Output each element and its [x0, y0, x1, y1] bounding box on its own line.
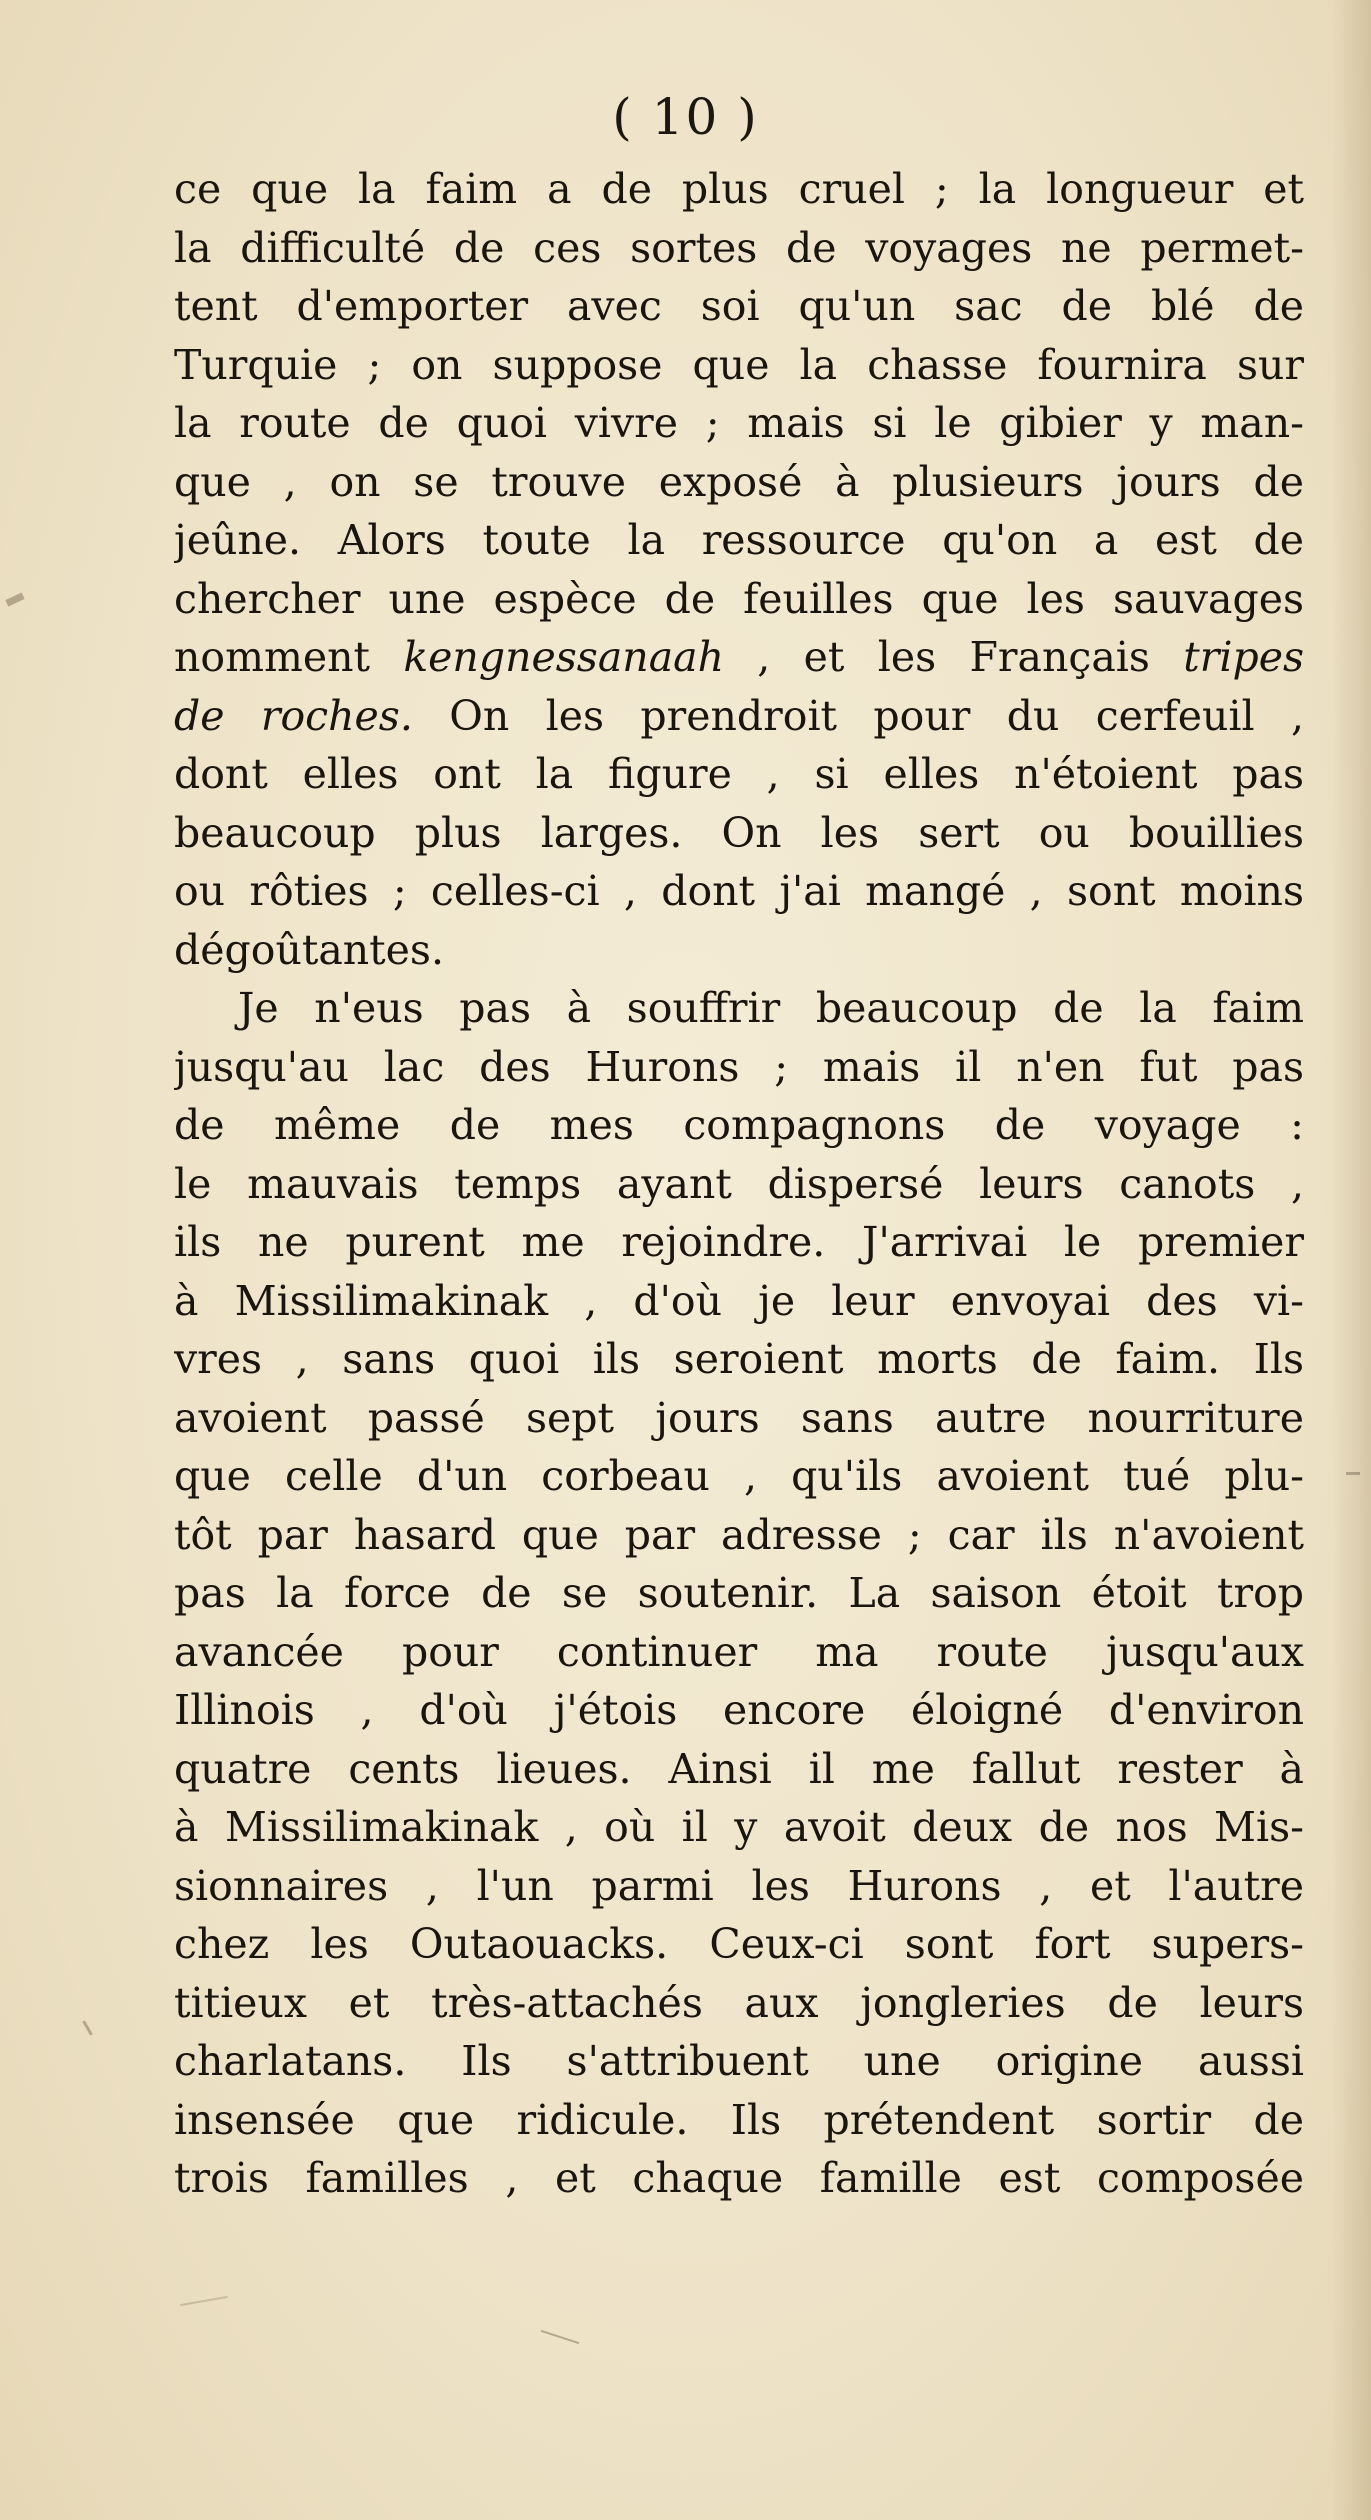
ink-speck — [541, 2330, 580, 2344]
text-line: à Missilimakinak , où il y avoit deux de nos Mis- — [174, 1803, 1304, 1851]
text-line: dont elles ont la figure , si elles n'étoient pas — [174, 750, 1304, 798]
text-line: que celle d'un corbeau , qu'ils avoient tué plu- — [174, 1452, 1304, 1500]
text-line: tent d'emporter avec soi qu'un sac de blé de — [174, 282, 1304, 330]
text-line: charlatans. Ils s'attribuent une origine aussi — [174, 2037, 1304, 2085]
text-line: chez les Outaouacks. Ceux-ci sont fort supers- — [174, 1920, 1304, 1968]
text-line: nomment kengnessanaah , et les Français tripes — [174, 633, 1304, 681]
text-line: à Missilimakinak , d'où je leur envoyai des vi- — [174, 1276, 1304, 1325]
text-line: sionnaires , l'un parmi les Hurons , et l'autre — [174, 1861, 1304, 1910]
text-line: dégoûtantes. — [174, 925, 444, 974]
text-line: quatre cents lieues. Ainsi il me fallut rester à — [174, 1744, 1304, 1793]
text-line: ils ne purent me rejoindre. J'arrivai le premier — [174, 1218, 1304, 1266]
italic-term: kengnessanaah — [403, 633, 724, 681]
italic-term: tripes — [1183, 633, 1304, 681]
text-line: ce que la faim a de plus cruel ; la longueur et — [174, 165, 1304, 213]
text-line: de même de mes compagnons de voyage : — [174, 1101, 1304, 1149]
ink-speck — [5, 593, 24, 607]
text-line: pas la force de se soutenir. La saison étoit trop — [174, 1569, 1304, 1617]
text-line: titieux et très-attachés aux jongleries de leurs — [174, 1978, 1304, 2027]
text-line: Je n'eus pas à souffrir beaucoup de la faim — [238, 984, 1304, 1032]
text-line: vres , sans quoi ils seroient morts de faim. Ils — [174, 1335, 1304, 1383]
text-line: avancée pour continuer ma route jusqu'aux — [174, 1627, 1304, 1676]
page-edge-shadow — [1331, 0, 1371, 2520]
text-line: insensée que ridicule. Ils prétendent sortir de — [174, 2095, 1304, 2144]
text-line: Illinois , d'où j'étois encore éloigné d'environ — [174, 1686, 1304, 1734]
text-line: que , on se trouve exposé à plusieurs jours de — [174, 457, 1304, 506]
text-line: tôt par hasard que par adresse ; car ils n'avoient — [174, 1510, 1304, 1559]
italic-term: de roches. — [174, 691, 413, 740]
text-line: chercher une espèce de feuilles que les sauvages — [174, 574, 1304, 623]
text-line: le mauvais temps ayant dispersé leurs canots , — [174, 1159, 1304, 1208]
ink-speck — [180, 2296, 228, 2306]
text-line: Turquie ; on suppose que la chasse fournira sur — [174, 340, 1304, 389]
text-line: la difficulté de ces sortes de voyages ne permet- — [174, 223, 1304, 272]
ink-speck — [82, 2020, 93, 2035]
text-line: trois familles , et chaque famille est composée — [174, 2154, 1304, 2202]
text-line: la route de quoi vivre ; mais si le gibier y man- — [174, 399, 1304, 447]
text-line: jusqu'au lac des Hurons ; mais il n'en fut pas — [174, 1042, 1304, 1091]
text-line: ou rôties ; celles-ci , dont j'ai mangé , sont moins — [174, 867, 1304, 915]
text-line: beaucoup plus larges. On les sert ou bouillies — [174, 808, 1304, 857]
text-line: avoient passé sept jours sans autre nourriture — [174, 1393, 1304, 1442]
text-line: jeûne. Alors toute la ressource qu'on a est de — [174, 516, 1304, 564]
body-text — [174, 160, 1304, 2208]
text-line: de roches. On les prendroit pour du cerfeuil , — [174, 691, 1304, 740]
page-number: ( 10 ) — [612, 88, 759, 146]
ink-speck — [1346, 1472, 1360, 1475]
